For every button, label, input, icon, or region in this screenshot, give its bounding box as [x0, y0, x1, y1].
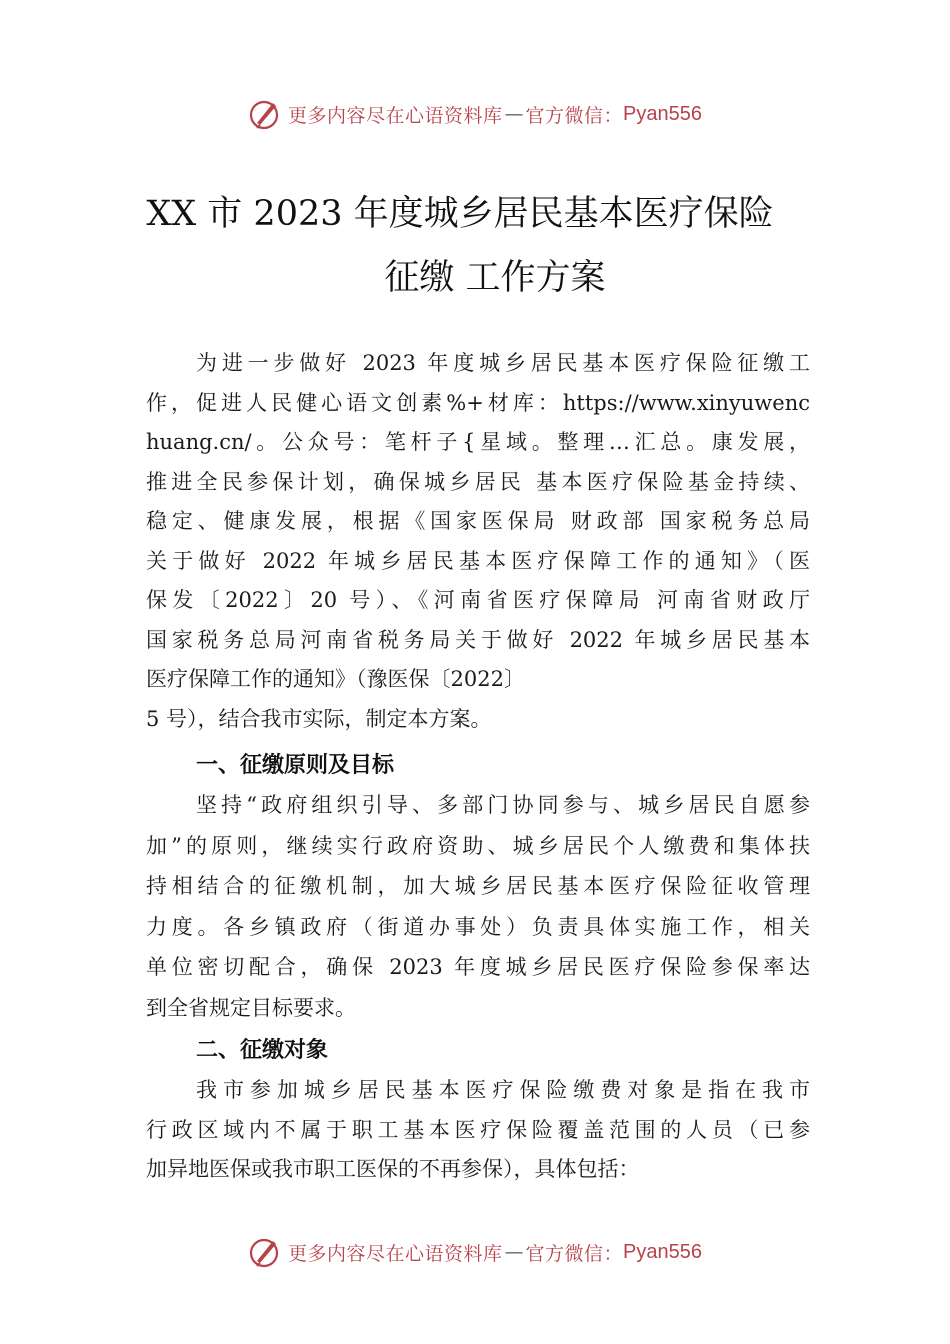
header-banner: [0, 94, 950, 134]
intro-line: 稳定、健康发展，根据《国家医保局 财政部 国家税务总局: [146, 509, 810, 533]
section-heading-targets: 二、征缴对象: [196, 1038, 329, 1063]
paragraph-line: 持相结合的征缴机制，加大城乡居民基本医疗保险征收管理: [146, 874, 810, 898]
document-title-line2: 征缴 工作方案: [384, 258, 606, 298]
paragraph-line: 我市参加城乡居民基本医疗保险缴费对象是指在我市: [196, 1078, 810, 1102]
intro-line: 作，促进人民健心语文创素%+材库：https://www.xinyuwenc: [146, 390, 810, 415]
intro-line: 5 号），结合我市实际，制定本方案。: [146, 706, 492, 731]
quill-logo-icon: [248, 97, 282, 131]
intro-line: 推进全民参保计划，确保城乡居民 基本医疗保险基金持续、: [146, 469, 810, 494]
paragraph-line: 到全省规定目标要求。: [146, 995, 356, 1020]
footer-banner: [0, 1232, 950, 1272]
paragraph-line: 单位密切配合，确保 2023 年度城乡居民医疗保险参保率达: [146, 955, 810, 979]
section-heading-principles: 一、征缴原则及目标: [196, 753, 395, 778]
document-title-line1: XX 市 2023 年度城乡居民基本医疗保险: [146, 194, 774, 234]
banner-wechat-id: Pyan556: [623, 1240, 702, 1263]
paragraph-line: 加”的原则，继续实行政府资助、城乡居民个人缴费和集体扶: [146, 833, 810, 858]
intro-line: huang.cn/。公众号：笔杆子{星域。整理…汇总。康发展，: [146, 430, 810, 454]
intro-paragraph: [146, 344, 810, 739]
banner-separator: —: [504, 1241, 524, 1263]
quill-logo-icon: [248, 1235, 282, 1269]
intro-line: 保发〔2022〕20 号）、《河南省医疗保障局 河南省财政厅: [146, 588, 810, 612]
targets-paragraph: [146, 1071, 810, 1190]
intro-line: 医疗保障工作的通知》（豫医保〔2022〕: [146, 667, 525, 691]
banner-wechat-id: Pyan556: [623, 102, 702, 125]
banner-wechat-label: 官方微信：: [525, 1242, 624, 1265]
principles-paragraph: [146, 785, 810, 1028]
banner-text: 更多内容尽在心语资料库: [288, 104, 503, 127]
intro-line: 国家税务总局河南省税务局关于做好 2022 年城乡居民基本: [146, 627, 810, 652]
intro-line: 关于做好 2022 年城乡居民基本医疗保障工作的通知》（医: [146, 548, 810, 573]
intro-line: 为进一步做好 2023 年度城乡居民基本医疗保险征缴工: [196, 351, 810, 375]
paragraph-line: 加异地医保或我市职工医保的不再参保），具体包括：: [146, 1157, 640, 1181]
banner-separator: —: [504, 103, 524, 125]
banner-wechat-label: 官方微信：: [525, 104, 624, 127]
banner-text: 更多内容尽在心语资料库: [288, 1242, 503, 1265]
paragraph-line: 坚持“政府组织引导、多部门协同参与、城乡居民自愿参: [196, 793, 810, 817]
paragraph-line: 行政区域内不属于职工基本医疗保险覆盖范围的人员（已参: [146, 1117, 810, 1142]
paragraph-line: 力度。各乡镇政府（街道办事处）负责具体实施工作，相关: [146, 914, 810, 939]
